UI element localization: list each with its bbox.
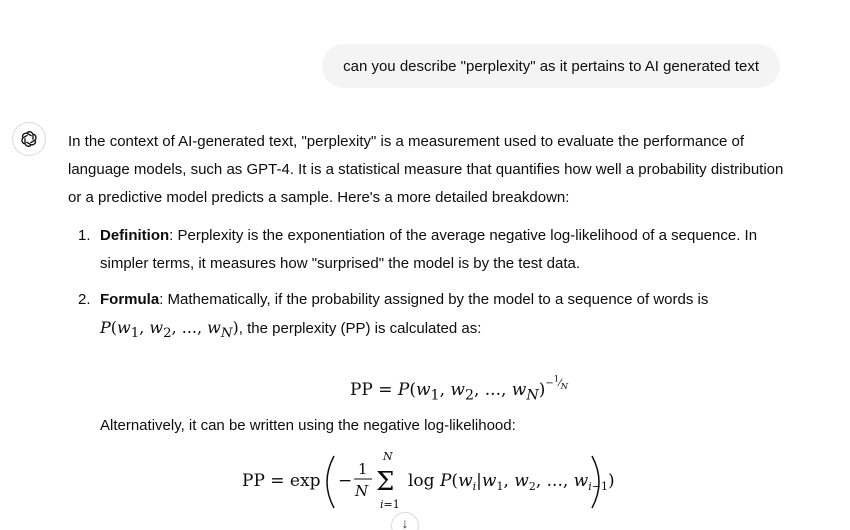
user-message-bubble xyxy=(322,44,780,88)
item-title: Formula xyxy=(100,291,160,308)
svg-text:i=1: i=1 xyxy=(380,498,400,512)
breakdown-list xyxy=(68,222,788,516)
svg-text:−: − xyxy=(338,471,353,492)
svg-text:N: N xyxy=(383,450,393,464)
svg-text:Σ: Σ xyxy=(376,467,395,498)
list-number: 2. xyxy=(78,291,91,308)
perplexity-equation: PP = $P(w_1$, $w_2$, ..., $w_N)^{-^1⁄_N}$ xyxy=(349,373,569,403)
list-item xyxy=(68,222,788,278)
item-title: Definition xyxy=(100,227,170,244)
user-message-text: can you describe "perplexity" as it pertains to AI generated text xyxy=(343,57,759,75)
arrow-down-icon: ↓ xyxy=(401,515,409,530)
item-text: : Mathematically, if the probability assigned by the model to a sequence of words is xyxy=(159,291,709,308)
svg-text:1: 1 xyxy=(358,460,368,479)
log-likelihood-equation xyxy=(100,452,788,516)
item-text: : Perplexity is the exponentiation of the average negative log-likelihood of a sequence. In simpler terms, it measures how "surprised" the model is by the test data. xyxy=(100,227,758,272)
list-number: 1. xyxy=(78,227,91,244)
svg-text:log P(wi|w1, w2, ..., wi−1): $\log P(w_i|w_1$, $w_2$, ..., $w_i-1$) xyxy=(408,471,615,494)
svg-text:PP = exp: PP = exp xyxy=(242,471,321,492)
item-text-after: , the perplexity (PP) is calculated as: xyxy=(238,320,482,337)
list-item xyxy=(68,286,788,516)
inline-math-sequence: $P(w_1$, $w_2$, ..., $w_N$) xyxy=(100,318,239,342)
svg-text:N: N xyxy=(355,482,369,501)
assistant-response xyxy=(68,128,788,524)
openai-logo-icon xyxy=(12,122,46,156)
alternative-text: Alternatively, it can be written using the negative log-likelihood: xyxy=(100,417,516,435)
intro-paragraph: In the context of AI-generated text, "perplexity" is a measurement used to evaluate the performance of language models, such as GPT-4. It is a statistical measure that quantifies how well a probability distribution or a predictive model predicts a sample. Here's a more detailed breakdown: xyxy=(68,133,784,206)
